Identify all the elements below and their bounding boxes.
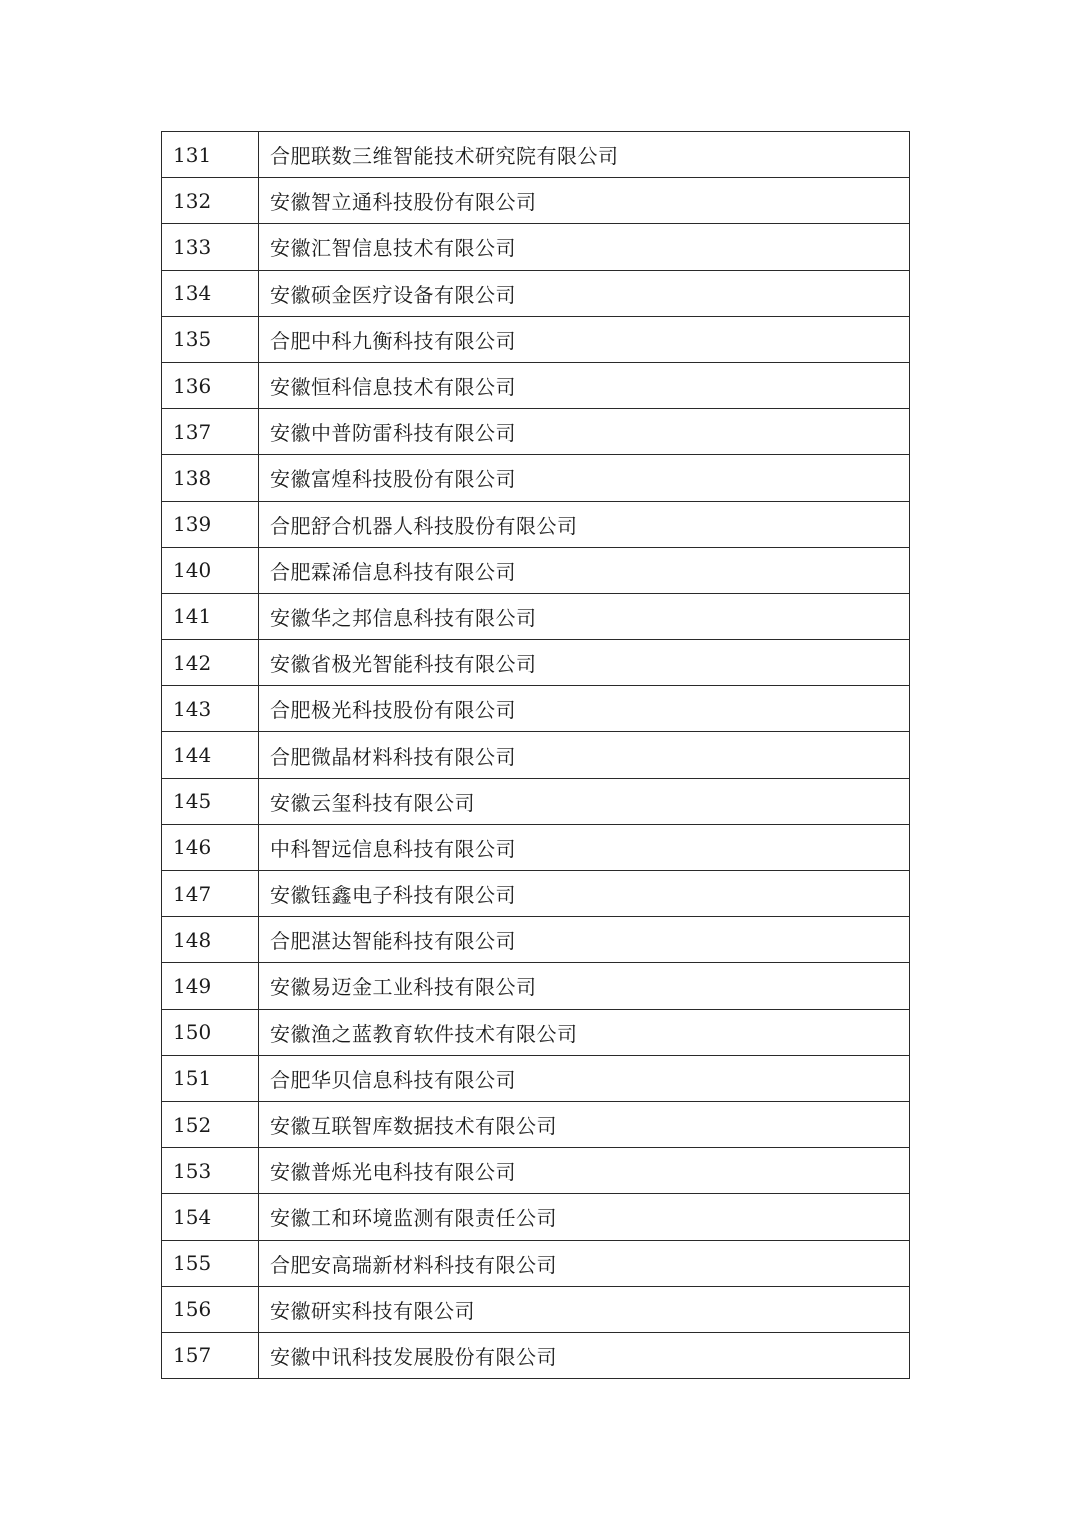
table-row: [162, 178, 910, 224]
table-row: [162, 132, 910, 178]
table-row: [162, 593, 910, 639]
company-list-table: [161, 131, 910, 1379]
company-name: 安徽渔之蓝教育软件技术有限公司: [259, 1009, 910, 1055]
company-name: 安徽易迈金工业科技有限公司: [259, 963, 910, 1009]
table-row: [162, 871, 910, 917]
table-row: [162, 1332, 910, 1378]
company-name: 中科智远信息科技有限公司: [259, 824, 910, 870]
table-row: [162, 1240, 910, 1286]
row-number: 153: [162, 1148, 259, 1194]
table-row: [162, 362, 910, 408]
company-name: 安徽钰鑫电子科技有限公司: [259, 871, 910, 917]
row-number: 145: [162, 778, 259, 824]
company-name: 安徽富煌科技股份有限公司: [259, 455, 910, 501]
row-number: 133: [162, 224, 259, 270]
table-row: [162, 824, 910, 870]
company-name: 合肥舒合机器人科技股份有限公司: [259, 501, 910, 547]
row-number: 149: [162, 963, 259, 1009]
row-number: 144: [162, 732, 259, 778]
table-row: [162, 732, 910, 778]
table-row: [162, 963, 910, 1009]
table-row: [162, 778, 910, 824]
table-body: [162, 132, 910, 1379]
table-row: [162, 1055, 910, 1101]
table-row: [162, 1148, 910, 1194]
company-name: 合肥中科九衡科技有限公司: [259, 316, 910, 362]
table-row: [162, 270, 910, 316]
company-name: 安徽云玺科技有限公司: [259, 778, 910, 824]
company-name: 合肥联数三维智能技术研究院有限公司: [259, 132, 910, 178]
company-name: 安徽省极光智能科技有限公司: [259, 640, 910, 686]
table-row: [162, 917, 910, 963]
row-number: 154: [162, 1194, 259, 1240]
table-row: [162, 455, 910, 501]
company-name: 安徽智立通科技股份有限公司: [259, 178, 910, 224]
row-number: 132: [162, 178, 259, 224]
row-number: 131: [162, 132, 259, 178]
company-name: 安徽恒科信息技术有限公司: [259, 362, 910, 408]
row-number: 142: [162, 640, 259, 686]
company-name: 安徽中讯科技发展股份有限公司: [259, 1332, 910, 1378]
table-row: [162, 1009, 910, 1055]
company-name: 安徽汇智信息技术有限公司: [259, 224, 910, 270]
table-row: [162, 1101, 910, 1147]
company-name: 合肥极光科技股份有限公司: [259, 686, 910, 732]
company-name: 安徽中普防雷科技有限公司: [259, 409, 910, 455]
row-number: 135: [162, 316, 259, 362]
company-name: 安徽华之邦信息科技有限公司: [259, 593, 910, 639]
row-number: 136: [162, 362, 259, 408]
company-name: 安徽普烁光电科技有限公司: [259, 1148, 910, 1194]
table-row: [162, 1194, 910, 1240]
row-number: 148: [162, 917, 259, 963]
table-row: [162, 1286, 910, 1332]
table-row: [162, 316, 910, 362]
row-number: 141: [162, 593, 259, 639]
table-row: [162, 224, 910, 270]
company-name: 合肥微晶材料科技有限公司: [259, 732, 910, 778]
company-name: 安徽研实科技有限公司: [259, 1286, 910, 1332]
company-name: 合肥华贝信息科技有限公司: [259, 1055, 910, 1101]
row-number: 155: [162, 1240, 259, 1286]
company-name: 合肥安高瑞新材料科技有限公司: [259, 1240, 910, 1286]
row-number: 138: [162, 455, 259, 501]
row-number: 137: [162, 409, 259, 455]
company-name: 合肥湛达智能科技有限公司: [259, 917, 910, 963]
table-row: [162, 640, 910, 686]
company-name: 合肥霖浠信息科技有限公司: [259, 547, 910, 593]
row-number: 156: [162, 1286, 259, 1332]
row-number: 157: [162, 1332, 259, 1378]
table-row: [162, 501, 910, 547]
row-number: 151: [162, 1055, 259, 1101]
table-row: [162, 547, 910, 593]
table-row: [162, 409, 910, 455]
row-number: 140: [162, 547, 259, 593]
company-name: 安徽硕金医疗设备有限公司: [259, 270, 910, 316]
company-name: 安徽互联智库数据技术有限公司: [259, 1101, 910, 1147]
row-number: 150: [162, 1009, 259, 1055]
row-number: 146: [162, 824, 259, 870]
row-number: 134: [162, 270, 259, 316]
row-number: 147: [162, 871, 259, 917]
row-number: 143: [162, 686, 259, 732]
row-number: 152: [162, 1101, 259, 1147]
row-number: 139: [162, 501, 259, 547]
table-row: [162, 686, 910, 732]
company-name: 安徽工和环境监测有限责任公司: [259, 1194, 910, 1240]
